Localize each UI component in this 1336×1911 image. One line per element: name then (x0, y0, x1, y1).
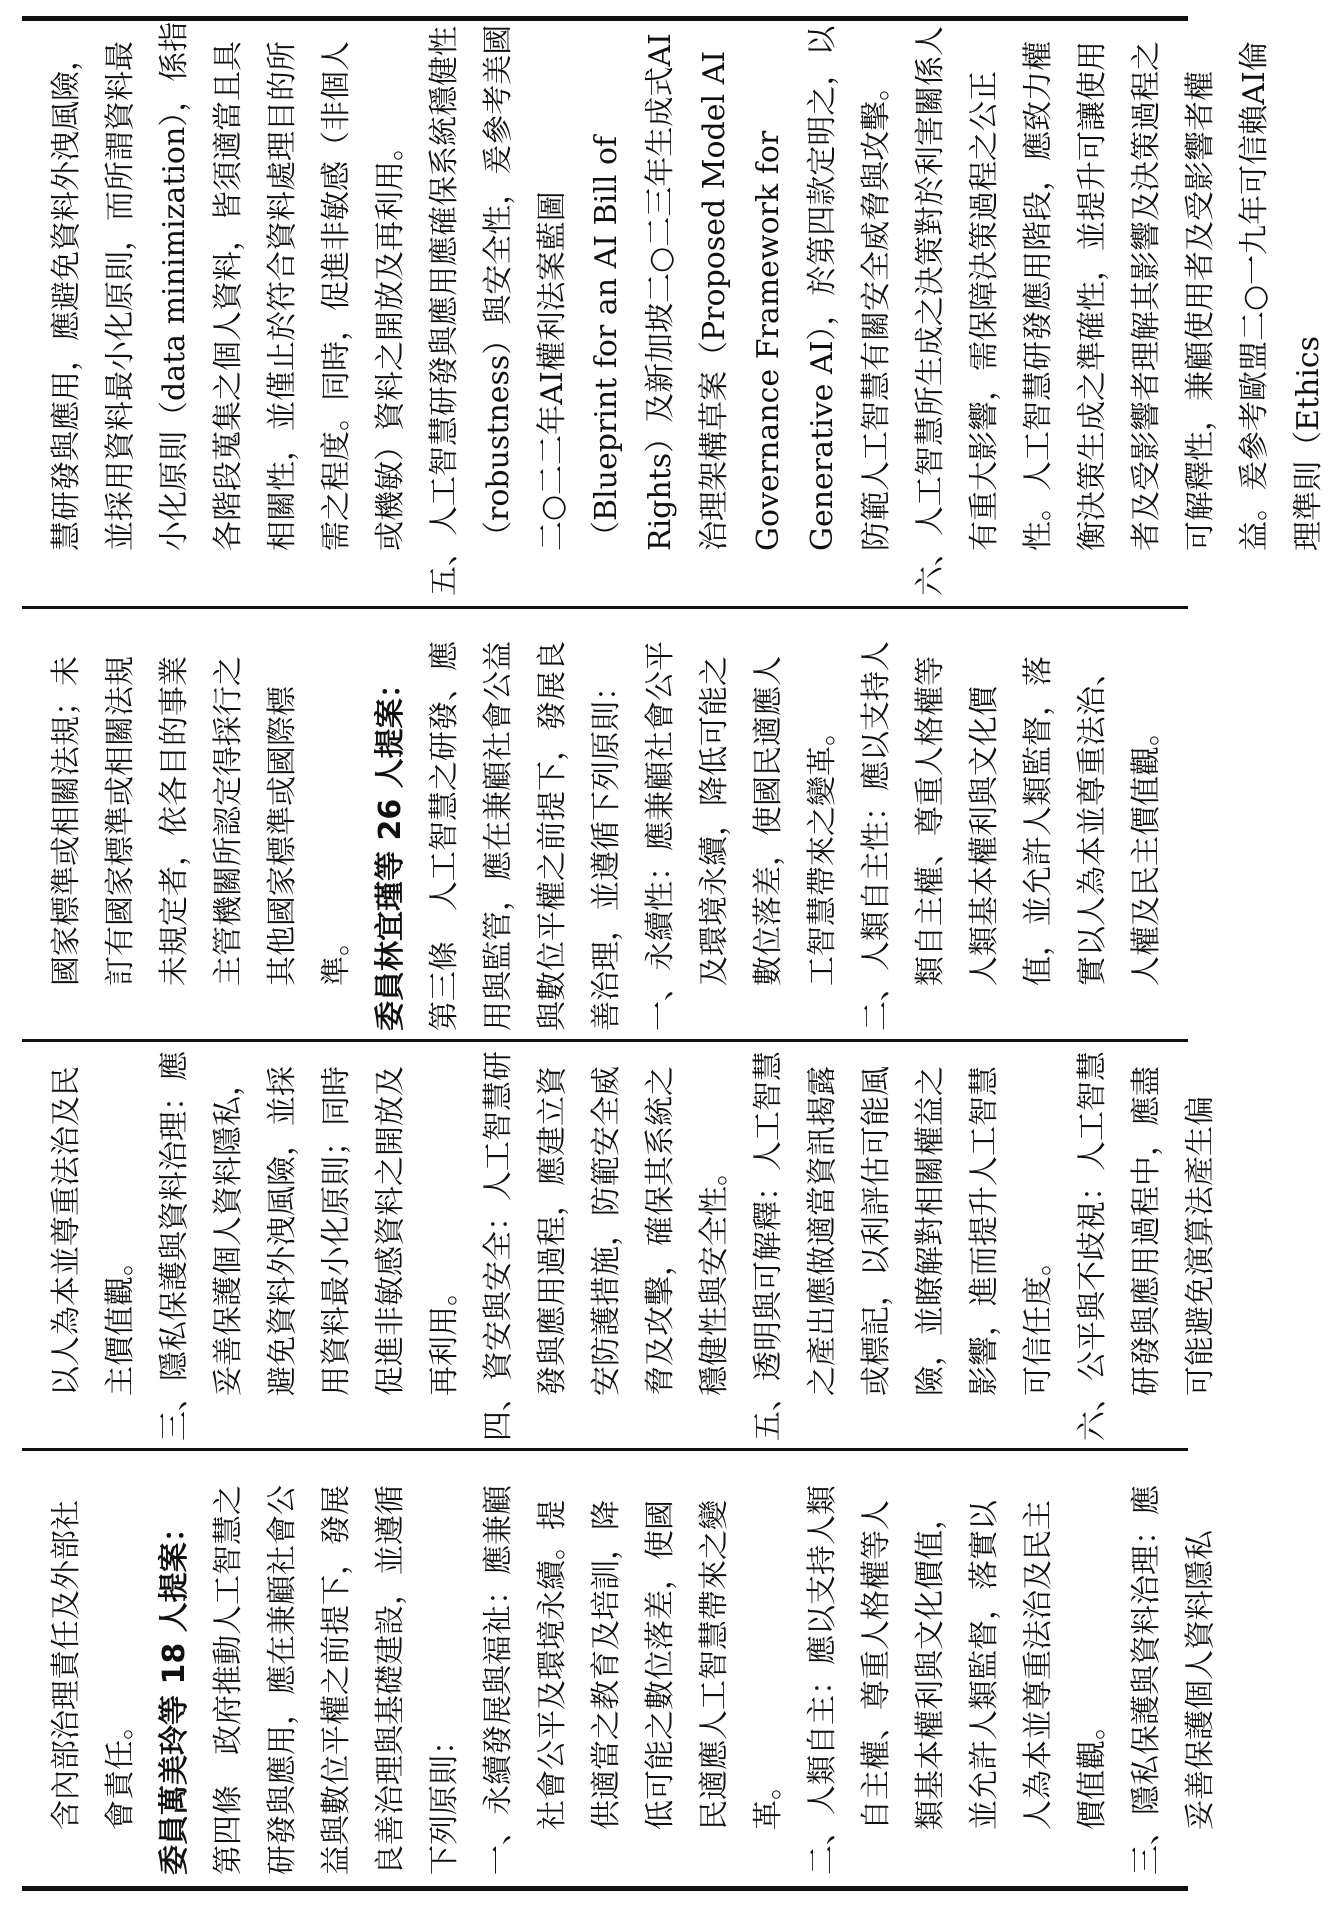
body-paragraph: 以人為本並尊重法治及民主價值觀。 (49, 1066, 138, 1396)
principle-item: 六、人工智慧所生成之決策對於利害關係人有重大影響，需保障決策過程之公正性。人工智慧研發應用階段，應致力權衡決策生成之準確性，並提升可讓使用者及受影響者理解其影響及決策過程之可解釋性，兼顧使用者及受影響者權益。爰參考歐盟二○一九年可信賴AI倫理準則（Ethics (913, 26, 1326, 596)
body-paragraph: 第三條 人工智慧之研發、應用與監管，應在兼顧社會公益與數位平權之前提下，發展良善治理，並遵循下列原則： (427, 641, 624, 1031)
principle-item: 三、隱私保護與資料治理：應妥善保護個人資料隱私，避免資料外洩風險，並採用資料最小化原則；同時促進非敏感資料之開放及再利用。 (157, 1051, 462, 1441)
body-paragraph: 含內部治理責任及外部社會責任。 (49, 1500, 138, 1830)
text-column-3 (40, 636, 1164, 1031)
principle-item: 三、隱私保護與資料治理：應妥善保護個人資料隱私 (1129, 1485, 1218, 1875)
principle-item: 六、公平與不歧視：人工智慧研發與應用過程中，應盡可能避免演算法產生偏 (1075, 1051, 1218, 1441)
text-column-1 (40, 1480, 1218, 1875)
body-paragraph: 第四條 政府推動人工智慧之研發與應用，應在兼顧社會公益與數位平權之前提下，發展良善治理與基礎建設，並遵循下列原則： (211, 1485, 462, 1875)
proposal-heading: 委員萬美玲等 18 人提案： (157, 1512, 192, 1875)
proposal-heading: 委員林宜瑾等 26 人提案： (373, 668, 408, 1031)
text-column-2 (40, 1046, 1218, 1441)
text-column-4 (40, 21, 1326, 596)
principle-item: 一、永續發展與福祉：應兼顧社會公平及環境永續。提供適當之教育及培訓，降低可能之數位落差，使國民適應人工智慧帶來之變革。 (481, 1485, 786, 1875)
body-paragraph: 慧研發與應用，應避免資料外洩風險，並採用資料最小化原則，而所謂資料最小化原則（data minimization），係指各階段蒐集之個人資料，皆須適當且具相關性，並僅止於符合資料處理目的所需之程度。同時，促進非敏感（非個人或機敏）資料之開放及再利用。 (49, 21, 408, 551)
principle-item: 五、透明與可解釋：人工智慧之產出應做適當資訊揭露或標記，以利評估可能風險，並瞭解對相關權益之影響，進而提升人工智慧可信任度。 (751, 1051, 1056, 1441)
principle-item: 五、人工智慧研發與應用應確保系統穩健性（robustness）與安全性，爰參考美國二○二二年AI權利法案藍圖（Blueprint for an AI Bill of Rights）及新加坡二○二三年生成式AI治理架構草案（Proposed Model AI Governance Framework for Generative AI），於第四款定明之，以防範人工智慧有關安全威脅與攻擊。 (427, 24, 894, 596)
principle-item: 二、人類自主：應以支持人類自主權、尊重人格權等人類基本權利與文化價值，並允許人類監督，落實以人為本並尊重法治及民主價值觀。 (805, 1485, 1110, 1875)
principle-item: 四、資安與安全：人工智慧研發與應用過程，應建立資安防護措施，防範安全威脅及攻擊，確保其系統之穩健性與安全性。 (481, 1051, 732, 1441)
body-paragraph: 國家標準或相關法規；未訂有國家標準或相關法規未規定者，依各目的事業主管機關所認定得採行之其他國家標準或國際標準。 (49, 656, 354, 986)
principle-item: 二、人類自主性：應以支持人類自主權、尊重人格權等人類基本權利與文化價值，並允許人類監督，落實以人為本並尊重法治、人權及民主價值觀。 (859, 641, 1164, 1031)
principle-item: 一、永續性：應兼顧社會公平及環境永續，降低可能之數位落差，使國民適應人工智慧帶來之變革。 (643, 641, 840, 1031)
